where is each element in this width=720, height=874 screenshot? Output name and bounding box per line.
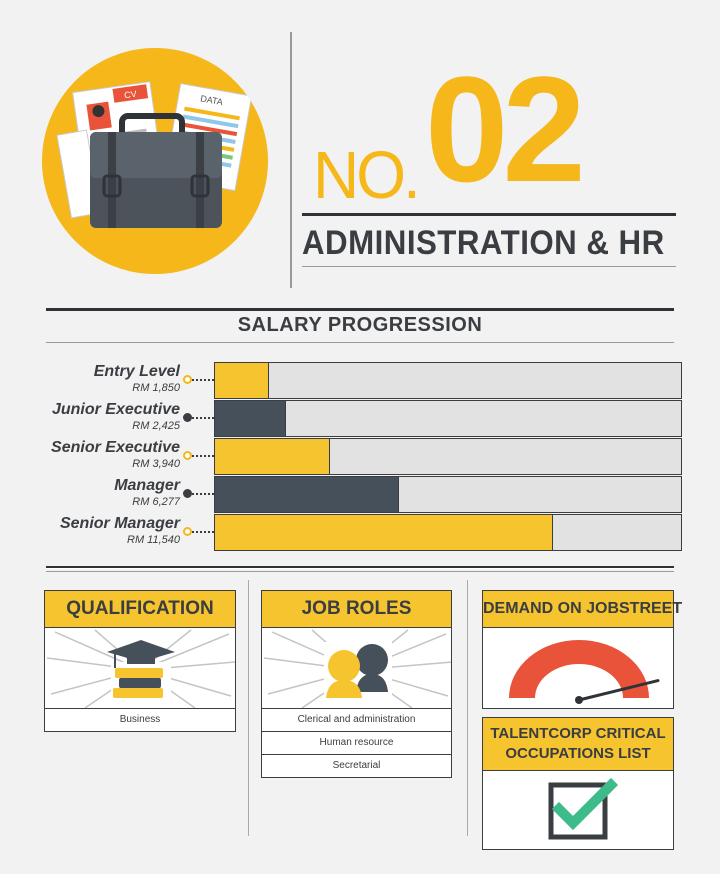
- salary-level-title: Senior Executive: [51, 439, 180, 456]
- data-label: DATA: [199, 93, 224, 108]
- salary-level-title: Junior Executive: [51, 401, 180, 418]
- rank-prefix: NO.: [313, 137, 418, 213]
- salary-marker-dot: [183, 489, 192, 498]
- critical-heading-line1: TALENTCORP CRITICAL: [490, 725, 666, 742]
- salary-level-title: Manager: [114, 477, 180, 494]
- salary-bar: [215, 363, 269, 398]
- salary-level-title: Entry Level: [93, 363, 180, 380]
- graduation-books-icon: [107, 640, 175, 698]
- section-rule: [46, 571, 674, 572]
- column-divider: [248, 580, 249, 836]
- salary-bar: [215, 477, 399, 512]
- salary-bar-track: [214, 514, 682, 551]
- salary-bar-track: [214, 438, 682, 475]
- section-rule: [46, 566, 674, 569]
- salary-bar-track: [214, 400, 682, 437]
- salary-bar: [215, 439, 330, 474]
- critical-heading: [482, 717, 674, 771]
- demand-gauge: [482, 627, 674, 709]
- rank-number: 02: [425, 45, 580, 213]
- salary-level-amount: RM 11,540: [127, 534, 180, 546]
- job-roles-graphic: [261, 627, 452, 709]
- salary-bar-track: [214, 476, 682, 513]
- salary-level-title: Senior Manager: [59, 515, 180, 532]
- salary-level-amount: RM 3,940: [132, 458, 180, 470]
- header-divider: [290, 32, 292, 288]
- critical-heading-line2: OCCUPATIONS LIST: [505, 745, 651, 762]
- job-role-item: Clerical and administration: [261, 708, 452, 732]
- qualification-item: Business: [44, 708, 236, 732]
- briefcase-icon: [42, 48, 268, 274]
- salary-bar: [215, 515, 553, 550]
- salary-heading: SALARY PROGRESSION: [237, 314, 483, 336]
- salary-level-amount: RM 2,425: [132, 420, 180, 432]
- category-title: ADMINISTRATION & HR: [302, 224, 665, 262]
- cv-label: CV: [123, 88, 138, 101]
- job-role-item: Human resource: [261, 731, 452, 755]
- salary-marker-dot: [183, 375, 192, 384]
- job-role-item: Secretarial: [261, 754, 452, 778]
- job-roles-heading: JOB ROLES: [261, 590, 452, 628]
- demand-heading: DEMAND ON JOBSTREET: [482, 590, 674, 628]
- critical-check: [482, 770, 674, 850]
- salary-marker-dot: [183, 413, 192, 422]
- salary-marker-dot: [183, 527, 192, 536]
- gauge-pivot: [575, 696, 583, 704]
- qualification-heading: QUALIFICATION: [44, 590, 236, 628]
- qualification-graphic: [44, 627, 236, 709]
- column-divider: [467, 580, 468, 836]
- title-rule: [302, 266, 676, 267]
- salary-rule: [46, 308, 674, 311]
- salary-level-amount: RM 1,850: [132, 382, 180, 394]
- salary-level-amount: RM 6,277: [132, 496, 180, 508]
- hero-illustration: [42, 48, 268, 274]
- checkbox-check-icon: [551, 785, 611, 837]
- salary-bar-track: [214, 362, 682, 399]
- salary-bar: [215, 401, 286, 436]
- salary-marker-dot: [183, 451, 192, 460]
- people-icon: [324, 642, 392, 702]
- salary-rule: [46, 342, 674, 343]
- title-rule: [302, 213, 676, 216]
